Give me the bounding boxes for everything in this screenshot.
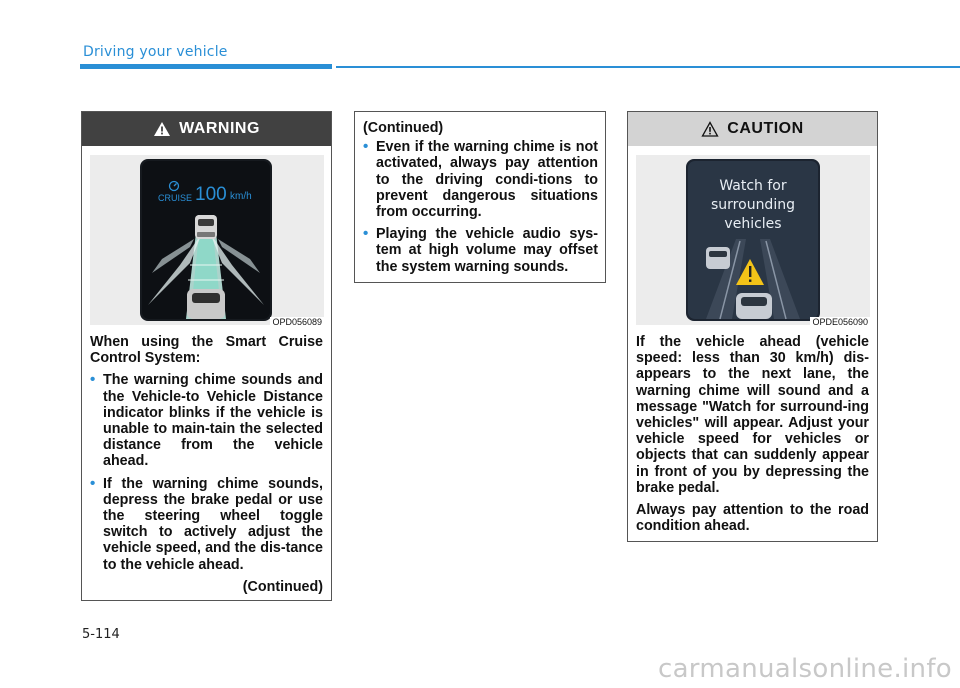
warning-figure-code: OPD056089 [272, 317, 322, 327]
cruise-speed-unit: km/h [230, 191, 252, 202]
continued-body [363, 120, 598, 281]
warning-box [81, 111, 332, 601]
warning-bullet: • If the warning chime sounds, depress the brake pedal or use the steering wheel toggle switch to actively adjust the vehicle speed, and the dis-tance to the vehicle ahead. [90, 474, 323, 573]
warning-title: WARNING [179, 120, 260, 137]
warning-figure [90, 155, 324, 325]
caution-paragraph: If the vehicle ahead (vehicle speed: less than 30 km/h) dis-appears to the next lane, the warning chime will sound and a message "Watch for surround-ing vehicles" will appear. Adjust your vehicle speed for vehicles or objects that can suddenly appear in front of you by depressing the brake pedal. [636, 334, 869, 496]
warning-continued: (Continued) [242, 578, 323, 595]
watermark: carmanualsonline.info [657, 654, 952, 684]
warning-triangle-icon [153, 121, 171, 137]
caution-figure [636, 155, 870, 325]
lead-vehicle-icon [195, 215, 217, 239]
page-number: 5-114 [82, 627, 120, 642]
message-line-3: vehicles [724, 216, 782, 232]
message-line-2: surrounding [711, 197, 795, 213]
continued-heading: (Continued) [363, 120, 444, 136]
warning-intro: When using the Smart Cruise Control System: [90, 334, 323, 367]
continued-bullet: • Playing the vehicle audio sys-tem at high volume may offset the system warning sounds. [363, 225, 598, 275]
warning-bullet: • The warning chime sounds and the Vehicle-to Vehicle Distance indicator blinks if the vehicle is unable to main-tain the selected distance from the vehicle ahead. [90, 371, 323, 470]
section-title: Driving your vehicle [83, 44, 228, 60]
bullet-dot-icon: • [363, 225, 369, 243]
caution-paragraph: Always pay attention to the road condition ahead. [636, 502, 869, 535]
adjacent-vehicle-icon [706, 247, 730, 269]
warning-body [90, 334, 323, 595]
caution-box [627, 111, 878, 542]
bullet-dot-icon: • [90, 371, 96, 389]
cruise-label: CRUISE [158, 193, 193, 203]
cluster-illustration [90, 155, 324, 325]
warning-header [82, 112, 331, 146]
caution-body [636, 334, 869, 534]
bullet-dot-icon: • [363, 138, 369, 156]
caution-figure-code: OPDE056090 [812, 317, 868, 327]
caution-title: CAUTION [727, 120, 804, 137]
own-vehicle-icon [187, 289, 225, 319]
continued-warning-box [354, 111, 606, 283]
cluster-message-illustration [636, 155, 870, 325]
own-vehicle-icon [736, 293, 772, 319]
caution-triangle-icon [701, 121, 719, 137]
header-rule-thin [336, 66, 960, 68]
continued-bullet: • Even if the warning chime is not activated, always pay attention to the driving condi-tions to prevent dangerous situations from occurring. [363, 138, 598, 221]
caution-header [628, 112, 877, 146]
cruise-speed: 100 [195, 184, 227, 205]
message-line-1: Watch for [719, 178, 787, 194]
bullet-dot-icon: • [90, 474, 96, 492]
header-rule-thick [80, 64, 332, 69]
